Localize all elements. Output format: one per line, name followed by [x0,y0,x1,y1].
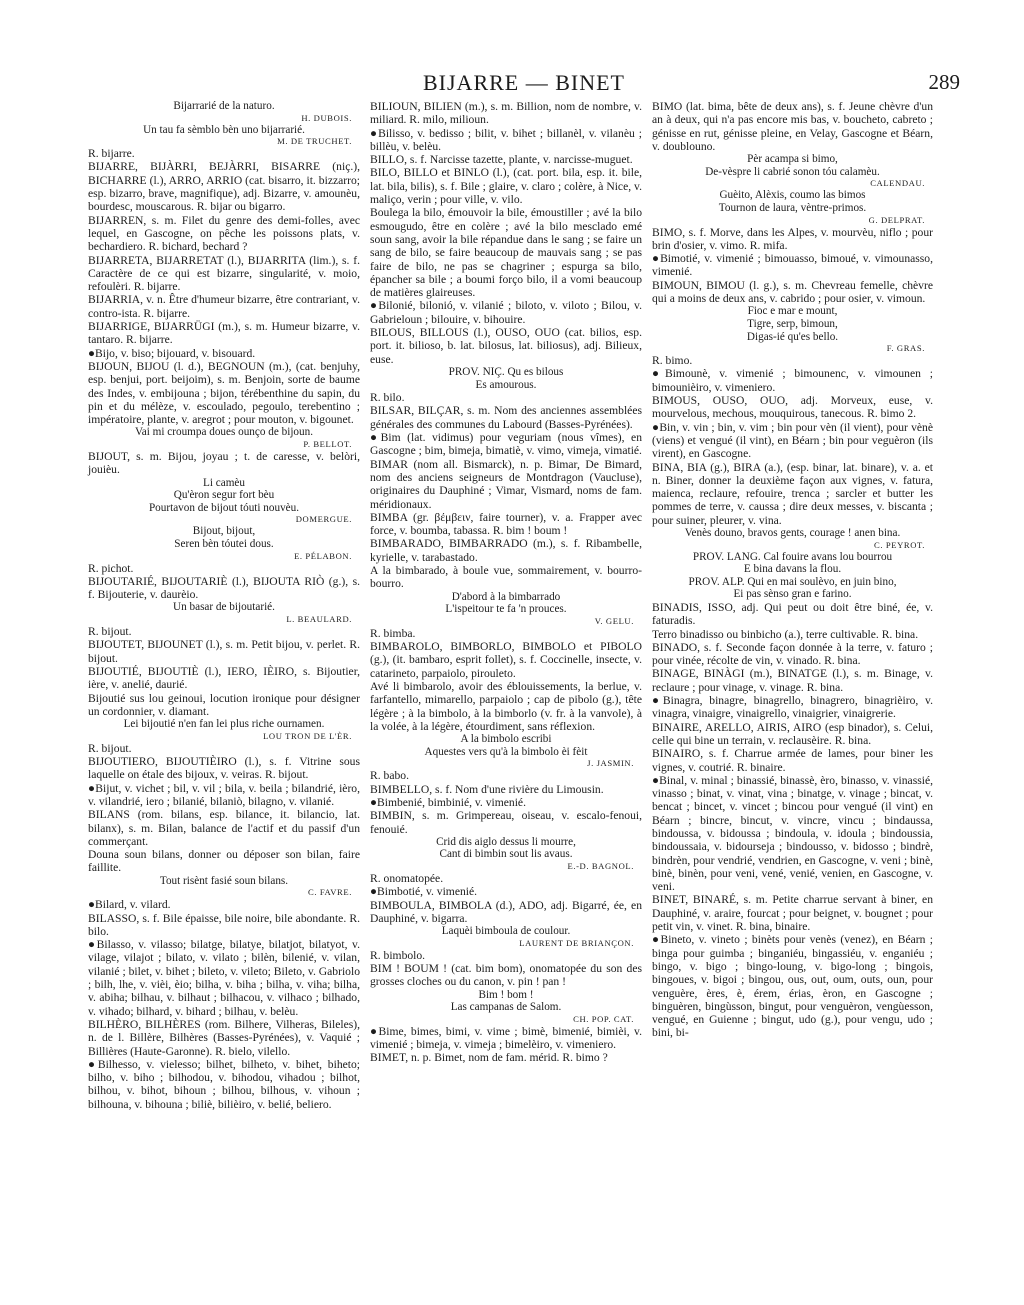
dictionary-entry: ●Bime, bimes, bimi, v. vime ; bimè, bimenié, bimièi, v. vimenié ; bimeja, v. vimeja ; bimelèiro, v. vimeniero. [370,1024,642,1052]
quote-attribution: V. GELU. [594,615,634,626]
quote-attribution: E.-D. BAGNOL. [567,861,634,871]
dictionary-entry: Boulega la bilo, émouvoir la bile, émoustiller ; avé la bilo esmougudo, être en colère ; avé la bilo mesclado emé soun sang, avoir la bile répandue dans le sang ; se faire un sang de bilo, se faire beaucoup de mauvais sang ; se pas faire de bilo, ne pas se chagriner ; espurga sa bilo, épancher sa bile ; a boumi forço bilo, il a vomi beaucoup de matières glaireuses. [370,206,642,300]
quote-line: D'abord à la bimbarrado [451,590,561,603]
dictionary-entry: R. onomatopée. [370,872,444,885]
dictionary-entry: ●Binal, v. minal ; binassié, binassè, èro, binasso, v. vinassié, vinasso ; binat, v. vinat, vina ; binatge, v. vinage ; bincat, v. bencat ; bincet, v. vincet ; bincou pour vengué (il vint) en Béarn ; bincre, bincut, v. vincre, vincu ; bindaussa, bindoussa, v. bidoussa ; bindoula, v. idoula ; bindoussia, bindoussaia, v. bidourseja ; bindousso, v. bidosso ; bindrè, bindrèn, pour vendrié, vendrien, en Gascogne, v. veni ; binè, binè, binèn, pour veni, vené, venié, venien, en Gascogne, v. veni. [652,773,933,894]
dictionary-entry: BIMBARADO, BIMBARRADO (m.), s. f. Ribambelle, kyrielle, v. tarabastado. [370,537,642,564]
dictionary-entry: A la bimbarado, à boule vue, sommairement, v. bourro-bourro. [370,563,642,591]
dictionary-entry: R. bimbolo. [370,948,426,962]
quote-attribution: E. PÉLABON. [294,550,352,561]
quote-line: Es amourous. [475,378,537,391]
quote-line: Bim ! bom ! [478,988,534,1001]
quote-line: Venès douno, bravos gents, courage ! anen bina. [684,526,901,539]
dictionary-entry: BIJOUN, BIJOU (l. d.), BEGNOUN (m.), (cat. benjuhy, esp. benjui, port. beijoim), s. m. Benjoin, sorte de baume des Indes, v. embijouna ; bijon, térébenthine du sapin, du pin et du mélèze, v. escoulado, pegoulo, terebentino ; impératoire, plante, v. aregrot ; pour mouton, v. bigounet. [88,359,360,427]
quote-attribution: C. FAVRE. [307,887,352,898]
quote-attribution: L. BEAULARD. [286,614,352,625]
page-header [88,70,960,100]
quote-line: Qu'èron segur fort bèu [173,489,275,502]
dictionary-entry: BIMO (lat. bima, bête de deux ans), s. f. Jeune chèvre d'un an à deux, qui n'a pas encore mis bas, v. boucheto, cabreto ; génisse en rut, génisse pleine, en Velay, Gascogne et Béarn, v. doublouno. [652,100,933,153]
quote-attribution: J. JASMIN. [587,758,634,769]
quote-line: Aquestes vers qu'à la bimbolo èi fèit [424,745,588,758]
dictionary-entry: BINET, BINARÉ, s. m. Petite charrue servant à biner, en Dauphiné, v. araire, fourcat ; pour beignet, v. bougnet ; pour petit vin, v. vinet. R. bina, binaire. [652,893,933,934]
quote-line: Pèr acampa si bimo, [747,153,838,166]
quote-attribution: C. PEYROT. [874,539,925,550]
dictionary-entry: BIMBA (gr. βέμβειν, faire tourner), v. a. Frapper avec force, v. boumba, tabassa. R. bim ! boum ! [370,510,642,538]
dictionary-entry: ●Bimotié, v. vimenié ; bimouasso, bimoué, v. vimounasso, vimenié. [652,252,933,279]
dictionary-entry: R. pichot. [88,561,134,575]
quote-attribution: CALENDAU. [870,178,925,189]
column-1 [88,100,360,1111]
dictionary-entry: BIJOUT, s. m. Bijou, joyau ; t. de caresse, v. belòri, jouièu. [88,450,360,477]
dictionary-entry: BIMBAROLO, BIMBORLO, BIMBOLO et PIBOLO (g.), (it. bambaro, esprit follet), s. f. Coccinelle, insecte, v. catarineto, parpaiolo, pirouleto. [370,640,642,680]
dictionary-entry: BIMOUS, OUSO, OUO, adj. Morveux, euse, v. mourvelous, mechous, mouquirous, tanecous. R. bimo 2. [652,394,933,421]
quote-line: Un tau fa sèmblo bèn uno bijarrarié. [143,123,305,136]
quote-line: A la bimbolo escribi [460,733,552,746]
dictionary-entry: R. bimba. [370,626,416,640]
quote-line: Ei pas sènso gran e farino. [733,588,852,601]
page-number: 289 [928,70,960,94]
dictionary-entry: BIJOUTIERO, BIJOUTIÈIRO (l.), s. f. Vitrine sous laquelle on étale des bijoux, v. veiras. R. bijout. [88,755,360,782]
dictionary-entry: R. bimo. [652,354,693,368]
quote-line: Li camèu [203,476,245,489]
quote-line: Bijout, bijout, [192,525,256,538]
dictionary-entry: ●Bineto, v. vineto ; binèts pour venès (venez), en Béarn ; binga pour guimba ; binganiéu, bingassiéu, v. enganiéu ; bingo, v. bigo ; bingo-loung, v. bigo-long ; bingois, bingoues, v. bigoi ; bingou, ous, out, oum, outs, oun, pour venguère, ères, è, érem, érias, èron, en Gascogne ; binguèren, bingùsson, bingut, pour venguèron, vengùesson, vengué, en Guienne ; bingut, udo (g.), pour vengu, udo ; bini, bi- [652,933,933,1040]
dictionary-entry: BILLO, s. f. Narcisse tazette, plante, v. narcisse-muguet. [370,153,633,167]
quote-line: Guèito, Alèxis, coumo las bimos [719,189,866,202]
dictionary-entry: BINAIRE, ARELLO, AIRIS, AIRO (esp binador), s. Celui, celle qui bine un terrain, v. reclausèire. R. bina. [652,720,933,747]
quote-line: Tournon de laura, vèntre-primos. [718,201,867,214]
quote-line: Laquèi bimboula de coulour. [441,925,571,938]
dictionary-entry: BINADIS, ISSO, adj. Qui peut ou doit être biné, ée, v. faturadis. [652,600,933,628]
quote-attribution: M. DE TRUCHET. [277,136,352,147]
dictionary-entry: BIJARRIGE, BIJARRÜGI (m.), s. m. Humeur bizarre, v. tantaro. R. bijarre. [88,320,360,347]
dictionary-entry: BINAIRO, s. f. Charrue armée de lames, pour biner les vignes, v. coutrié. R. binaire. [652,747,933,774]
dictionary-entry: Avé li bimbarolo, avoir des éblouissements, la berlue, v. farfantello, mimarello, parpaiolo ; cap de pibolo (g.), tête légère ; à la bimbolo, à la bimborlo (v. fr. à la vanvole), à la volée, à la légère, étourdiment, sans réflexion. [370,679,642,733]
dictionary-entry: ●Binagra, binagre, binagrello, binagrero, binagrièiro, v. vinagra, vinaigre, vinaigrello, vinaigrier, vinaigrerie. [652,694,933,721]
dictionary-entry: ●Bilhesso, v. vielesso; bilhet, bilheto, v. bihet, biheto; bilho, v. biho ; bilhodou, v. bihodou, vihadou ; bilhot, bilhou, v. bihot, bihoun ; bilhou, bilhous, v. vihoun ; bilhouna, v. bihouna ; biliè, bilièiro, v. belié, beliero. [88,1057,360,1111]
dictionary-entry: BIMBOULA, BIMBOLA (d.), ADO, adj. Bigarré, ée, en Dauphiné, v. bigarra. [370,898,642,925]
dictionary-entry: BILIOUN, BILIEN (m.), s. m. Billion, nom de nombre, v. miliard. R. milo, milioun. [370,100,642,127]
column-3 [652,100,933,1040]
dictionary-entry: BIJARRIA, v. n. Être d'humeur bizarre, être contrariant, v. contro-ista. R. bijarre. [88,293,360,320]
dictionary-entry: R. babo. [370,769,409,783]
dictionary-entry: BIMBELLO, s. f. Nom d'une rivière du Limousin. [370,782,604,796]
quote-line: PROV. LANG. Cal fouire avans lou bourrou [692,550,893,563]
quote-attribution: LAURENT DE BRIANÇON. [519,937,634,948]
quote-attribution: CH. POP. CAT. [573,1013,634,1024]
dictionary-entry: BIMOUN, BIMOU (l. g.), s. m. Chevreau femelle, chèvre qui a moins de deux ans, v. cabrido ; pour osier, v. vimoun. [652,278,933,306]
quote-attribution: LOU TRON DE L'ÈR. [263,730,352,741]
dictionary-entry: R. bijarre. [88,147,135,161]
dictionary-entry: BIM ! BOUM ! (cat. bim bom), onomatopée du son des grosses cloches ou du canon, v. pin ! pan ! [370,962,642,989]
quote-line: De-vèspre li cabrié sonon tóu calamèu. [705,165,880,178]
dictionary-entry: ●Bimounè, v. vimenié ; bimounenc, v. vimounen ; bimounièiro, v. vimeniero. [652,367,933,394]
dictionary-entry: BIJOUTIÉ, BIJOUTIÈ (l.), IERO, IÈIRO, s. Bijoutier, ière, v. anelié, daurié. [88,664,360,692]
dictionary-entry: BIJOUTARIÉ, BIJOUTARIÈ (l.), BIJOUTA RIÒ (g.), s. f. Bijouterie, v. daurèio. [88,574,360,602]
dictionary-entry: ●Bin, v. vin ; bin, v. vim ; bin pour vèn (il vient), pour vènè (viens) et vengué (il vint), en Béarn ; bin pour veguèron (ils virent), en Gascogne. [652,420,933,461]
dictionary-entry: ●Bimbotié, v. vimenié. [370,885,478,899]
quote-line: Cant di bimbin sout lis avaus. [439,848,573,861]
dictionary-entry: BINADO, s. f. Seconde façon donnée à la terre, v. faturo ; pour vinée, récolte de vin, v. vinado. R. bina. [652,640,933,668]
quote-line: Tigre, serp, bimoun, [747,317,838,330]
dictionary-entry: ●Bijut, v. vichet ; bil, v. vil ; bila, v. beila ; bilandrié, ièro, v. vilandrié, iero ; bilanié, bilaniò, bilagno, v. vilanié. [88,781,360,808]
dictionary-entry: BIJARREN, s. m. Filet du genre des demi-folles, avec lequel, en Gascogne, on pêche les poissons plats, v. bechardiero. R. bichard, bechard ? [88,213,360,254]
dictionary-entry: BILHÈRO, BILHÈRES (rom. Bilhere, Vilheras, Bileles), n. de l. Billère, Bilhères (Basses-Pyrénées), v. Vaquié ; Billières (Haute-Garonne). R. bielo, vilello. [88,1017,360,1058]
quote-line: PROV. NIÇ. Qu es bilous [448,365,564,378]
quote-line: Fioc e mar e mount, [747,305,838,318]
dictionary-entry: BILOUS, BILLOUS (l.), OUSO, OUO (cat. bilios, esp. port. it. bilioso, b. lat. bilosus, lat. biliosus), adj. Bilieux, euse. [370,326,642,366]
dictionary-entry: BILO, BILLO et BINLO (l.), (cat. port. bila, esp. it. bile, lat. bila, bilis), s. f. Bile ; glaire, v. claro ; colère, à Nice, v. maliço, verin ; pour ville, v. vilo. [370,166,642,207]
quote-line: Tout risènt fasié soun bilans. [159,874,289,887]
quote-line: Crid dis aiglo dessus li mourre, [436,835,576,848]
dictionary-entry: BIMO, s. f. Morve, dans les Alpes, v. mourvèu, niflo ; pour brin d'osier, v. vimo. R. mifa. [652,225,933,252]
quote-line: E bina davans la flou. [743,563,842,576]
dictionary-entry: ●Bilonié, bilonió, v. vilanié ; biloto, v. viloto ; Bilou, v. Gabrieloun ; bilouire, v. bihouire. [370,299,642,326]
dictionary-entry: BIMBIN, s. m. Grimpereau, oiseau, v. escalo-fenoui, fenouié. [370,809,642,836]
dictionary-entry: ●Bilisso, v. bedisso ; bilit, v. bihet ; billanèl, v. vilanèu ; billèu, v. belèu. [370,126,642,153]
quote-line: Lei bijoutié n'en fan lei plus riche ournamen. [123,718,325,731]
dictionary-entry: BIMAR (nom all. Bismarck), n. p. Bimar, De Bimard, nom des anciens seigneurs de Montdragon (Vaucluse), originaires du Dauphiné ; Vimar, Vismard, noms de fam. méridionaux. [370,457,642,511]
quote-line: Seren bèn tóutei dous. [174,537,274,550]
dictionary-entry: BIJOUTET, BIJOUNET (l.), s. m. Petit bijou, v. perlet. R. bijout. [88,638,360,665]
dictionary-entry: BIMET, n. p. Bimet, nom de fam. mérid. R. bimo ? [370,1051,608,1065]
dictionary-entry: ●Bim (lat. vidimus) pour veguriam (nous vîmes), en Gascogne ; bim, bimeja, bimatiè, v. vimo, vimeja, vimatié. [370,431,642,458]
quote-line: Vai mi croumpa doues ounço de bijoun. [134,426,314,439]
dictionary-entry: BILANS (rom. bilans, esp. bilance, it. bilancio, lat. bilanx), s. m. Bilan, balance de l'actif et du passif d'un commerçant. [88,808,360,848]
dictionary-entry: BINAGE, BINÀGI (m.), BINATGE (l.), s. m. Binage, v. reclaure ; pour vinage, v. vinage. R. bina. [652,667,933,694]
quote-attribution: P. BELLOT. [303,439,352,450]
dictionary-entry: Douna soun bilans, donner ou déposer son bilan, faire faillite. [88,848,360,875]
dictionary-entry: Bijoutié sus lou geinoui, locution ironique pour désigner un cordonnier, v. diamant. [88,691,360,718]
quote-line: L'ispeitour te fa 'n prouces. [445,603,567,616]
quote-attribution: G. DELPRAT. [868,214,925,225]
quote-line: Las campanas de Salom. [450,1001,562,1014]
dictionary-entry: BILASSO, s. f. Bile épaisse, bile noire, bile abondante. R. bilo. [88,911,360,938]
dictionary-entry: BIJARRE, BIJÀRRI, BEJÀRRI, BISARRE (niç.), BICHARRE (l.), ARRO, ARRIO (cat. bisarro, it. bizzarro; esp. bizarro, brave, magnifique), adj. Bizarre, v. amounèu, bourdesc, mouscarous. R. bijar ou bigarro. [88,160,360,214]
dictionary-entry: BINA, BIA (g.), BIRA (a.), (esp. binar, lat. binare), v. a. et n. Biner, donner la deuxième façon aux vignes, v. fatura, maienca, reclaure, refouire, trenca ; sarcler et butter les pommes de terre, v. caussa ; dire deux messes, v. biscanta ; pour suiner, pleurer, v. vina. [652,460,933,527]
column-2 [370,100,642,1065]
quote-line: Un basar de bijoutarié. [173,601,275,614]
dictionary-entry: Terro binadisso ou binbicho (a.), terre cultivable. R. bina. [652,627,919,641]
quote-line: Bijarrarié de la naturo. [173,100,275,112]
dictionary-entry: ●Bilard, v. vilard. [88,898,171,912]
quote-attribution: DOMERGUE. [295,514,352,525]
quote-line: Digas-ié qu'es bello. [746,330,839,343]
quote-attribution: F. GRAS. [886,343,925,354]
quote-line: PROV. ALP. Qui en mai soulèvo, en juin bino, [688,575,897,588]
quote-line: Pourtavon de bijout tóuti nouvèu. [148,501,300,514]
dictionary-entry: ●Bimbenié, bimbinié, v. vimenié. [370,795,526,809]
dictionary-entry: ●Bijo, v. biso; bijouard, v. bisouard. [88,346,256,360]
dictionary-entry: R. bilo. [370,391,405,405]
running-title: BIJARRE — BINET [423,70,625,95]
dictionary-entry: BIJARRETA, BIJARRETAT (l.), BIJARRITA (lim.), s. f. Caractère de ce qui est bizarre, singularité, v. moio, refoulèri. R. bijarre. [88,253,360,294]
dictionary-entry: R. bijout. [88,741,132,755]
dictionary-entry: R. bijout. [88,625,132,639]
dictionary-entry: ●Bilasso, v. vilasso; bilatge, bilatye, bilatjot, bilatyot, v. vilage, vilajot ; bilato, v. vilato ; bilèn, bilenié, v. vilan, vilanié ; bilet, v. bihet ; bileto, v. vileto; Bileto, v. Gabriolo ; bilh, lhe, v. vièi, èio; bilha, v. biha ; bilha, v. viha; bilha, v. abiha; bilhau, v. bilhaut ; bilhacou, v. vilhaco ; bilhado, v. vihado; bilhard, v. bihard ; bilhau, v. belèu. [88,938,360,1018]
quote-attribution: H. DUBOIS. [301,112,352,123]
dictionary-entry: BILSAR, BILÇAR, s. m. Nom des anciennes assemblées générales des communes du Labourd (Basses-Pyrénées). [370,404,642,431]
